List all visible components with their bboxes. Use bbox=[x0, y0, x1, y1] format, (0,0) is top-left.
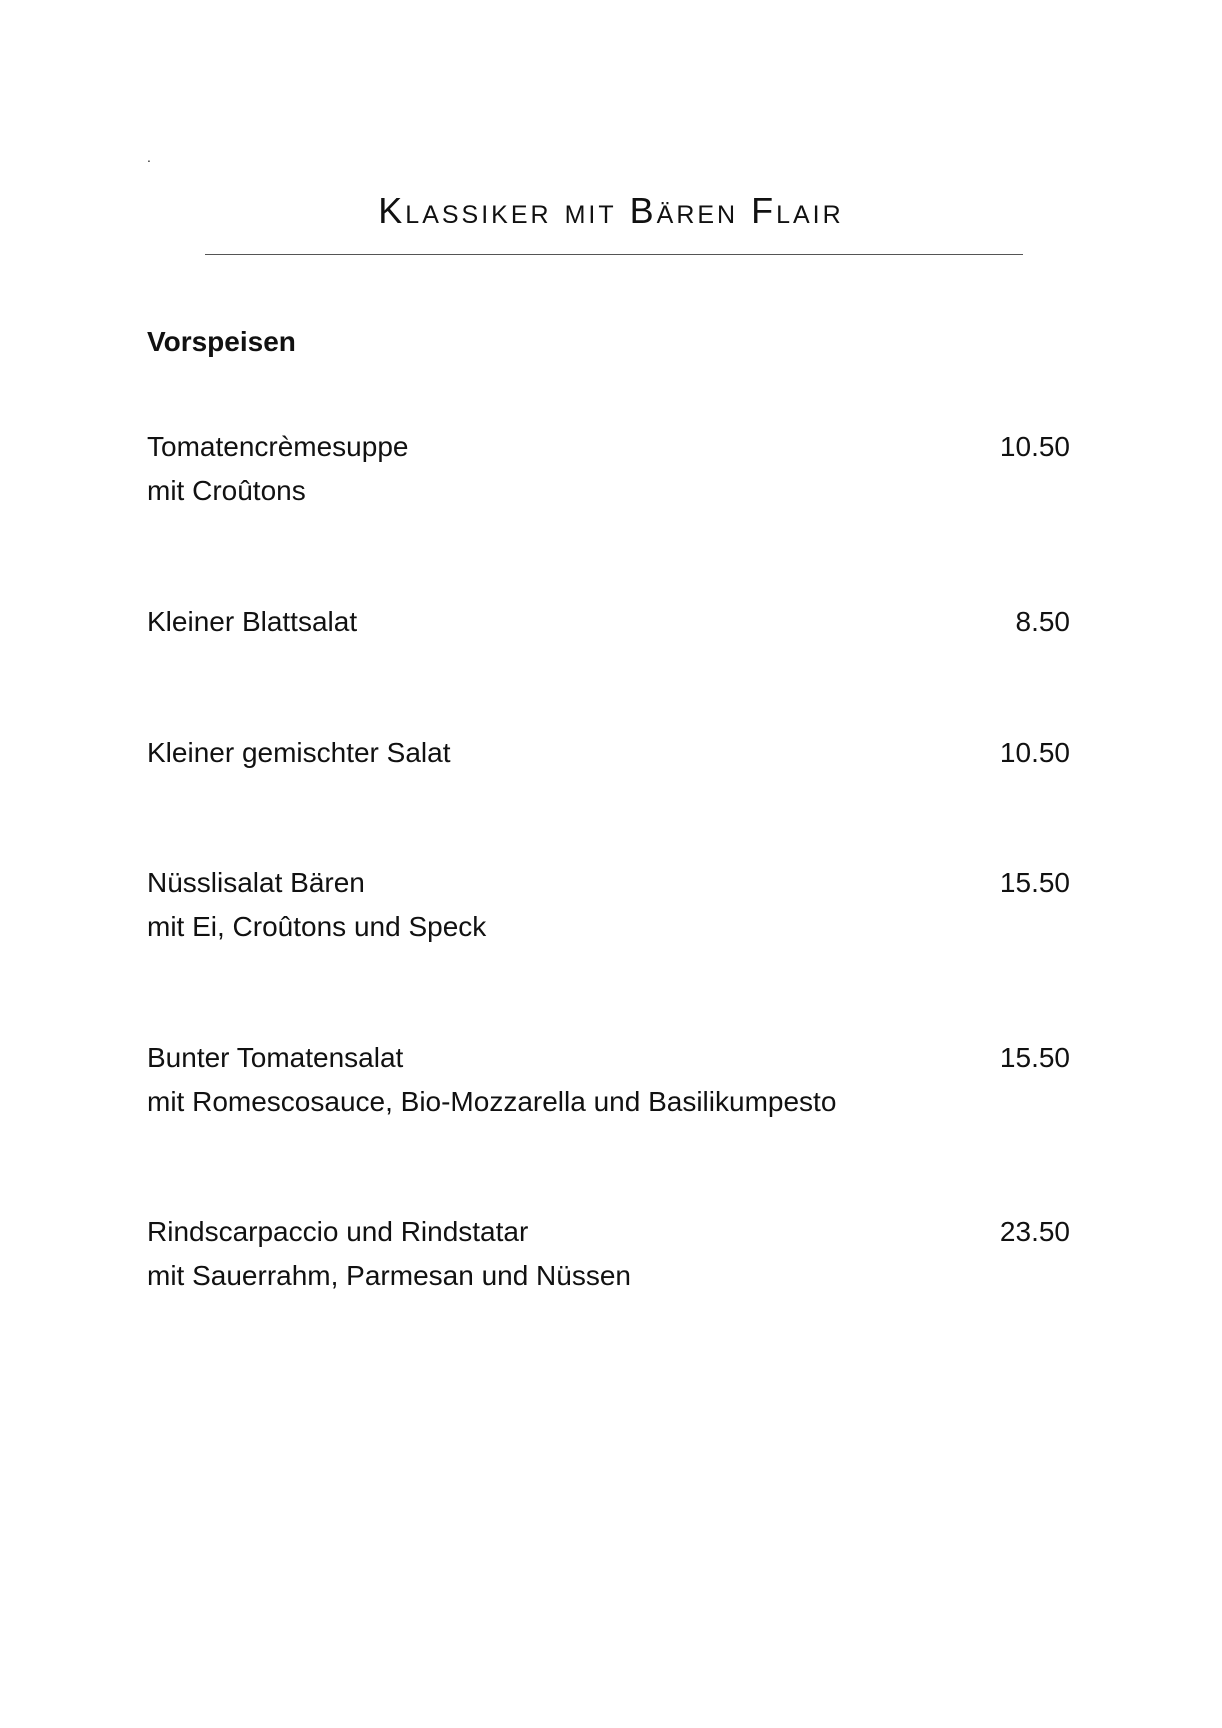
page-title: Klassiker mit Bären Flair bbox=[378, 190, 844, 231]
page-dot: . bbox=[147, 149, 151, 165]
menu-item-name: Kleiner Blattsalat bbox=[147, 606, 358, 637]
menu-item-price: 15.50 bbox=[999, 867, 1070, 898]
menu-item-row bbox=[147, 861, 1070, 905]
menu-item-description: mit Romescosauce, Bio-Mozzarella und Basilikumpesto bbox=[147, 1086, 837, 1117]
menu-item-price: 15.50 bbox=[999, 1042, 1070, 1073]
menu-item-row bbox=[147, 731, 1070, 775]
menu-item-row bbox=[147, 1036, 1070, 1080]
menu-item-description: mit Croûtons bbox=[147, 475, 306, 506]
menu-item bbox=[147, 731, 1070, 775]
menu-item-description: mit Sauerrahm, Parmesan und Nüssen bbox=[147, 1260, 631, 1291]
menu-item-description: mit Ei, Croûtons und Speck bbox=[147, 911, 487, 942]
menu-item-row bbox=[147, 1210, 1070, 1254]
menu-item-price: 8.50 bbox=[1015, 606, 1070, 637]
menu-item bbox=[147, 600, 1070, 644]
menu-item-name: Nüsslisalat Bären bbox=[147, 867, 365, 898]
menu-item-name: Rindscarpaccio und Rindstatar bbox=[147, 1216, 529, 1247]
menu-item-row bbox=[147, 600, 1070, 644]
menu-item-price: 10.50 bbox=[999, 737, 1070, 768]
menu-item bbox=[147, 1210, 1070, 1298]
menu-item-price: 23.50 bbox=[999, 1216, 1070, 1247]
menu-item-name: Kleiner gemischter Salat bbox=[147, 737, 451, 768]
menu-item-name: Tomatencrèmesuppe bbox=[147, 431, 409, 462]
section-heading: Vorspeisen bbox=[147, 326, 296, 357]
menu-item-price: 10.50 bbox=[999, 431, 1070, 462]
menu-item bbox=[147, 861, 1070, 949]
title-divider bbox=[205, 254, 1023, 255]
menu-item bbox=[147, 425, 1070, 513]
menu-item bbox=[147, 1036, 1070, 1124]
menu-item-row bbox=[147, 425, 1070, 469]
menu-item-name: Bunter Tomatensalat bbox=[147, 1042, 404, 1073]
